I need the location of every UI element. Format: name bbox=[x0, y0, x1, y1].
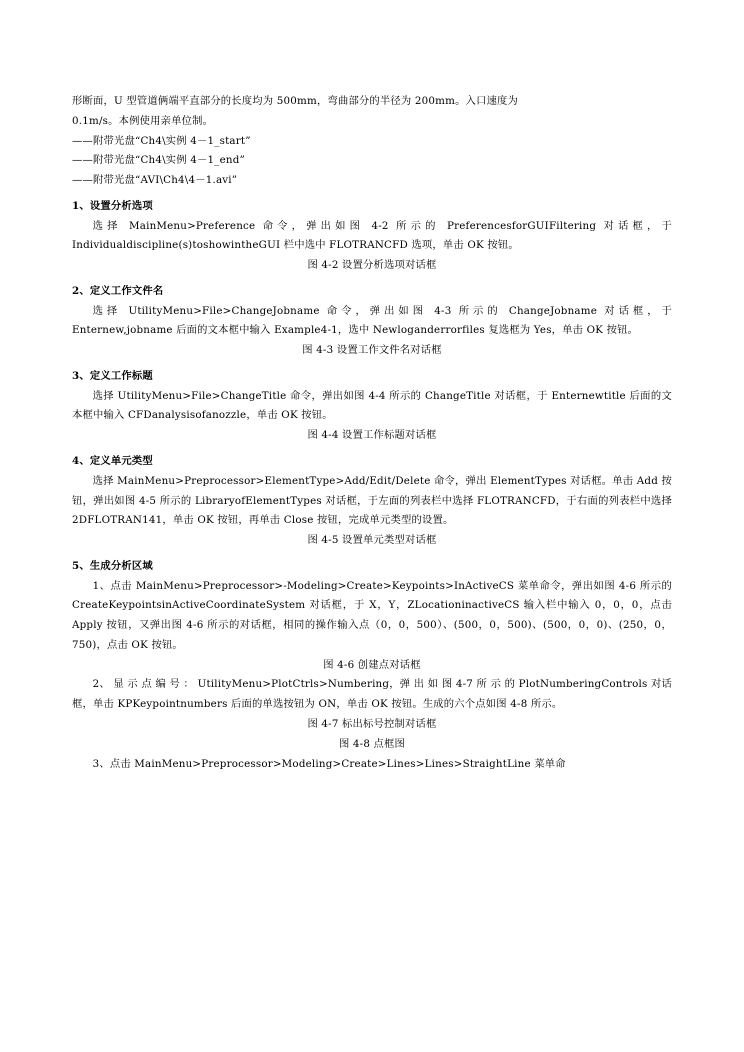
figure-caption-4-6: 图 4-6 创建点对话框 bbox=[323, 658, 421, 671]
intro-line-1: 形断面，U 型管道俩端平直部分的长度均为 500mm，弯曲部分的半径为 200mm。入口速度为 bbox=[72, 95, 519, 107]
section-2-paragraph: 选择 UtilityMenu>File>ChangeJobname 命令，弹出如图 4-3 所示的 ChangeJobname 对话框，于 Enternew,jobname 后面的文本框中输入 Example4-1，选中 Newloganderrorfiles 复选框为 Yes，单击 OK 按钮。 bbox=[72, 304, 672, 337]
figure-caption-4-4: 图 4-4 设置工作标题对话框 bbox=[307, 429, 437, 442]
disc-reference-1: ——附带光盘“Ch4\实例 4－1_start” bbox=[72, 134, 251, 147]
section-3-paragraph: 选择 UtilityMenu>File>ChangeTitle 命令，弹出如图 4-4 所示的 ChangeTitle 对话框，于 Enternewtitle 后面的文本框中输入 CFDanalysisofanozzle，单击 OK 按钮。 bbox=[72, 389, 672, 422]
figure-caption-4-7: 图 4-7 标出标号控制对话框 bbox=[307, 717, 437, 730]
intro-line-2: 0.1m/s。本例使用亲单位制。 bbox=[72, 114, 214, 127]
disc-reference-2: ——附带光盘“Ch4\实例 4－1_end” bbox=[72, 154, 245, 167]
section-heading-2: 2、定义工作文件名 bbox=[72, 284, 164, 297]
figure-caption-4-2: 图 4-2 设置分析选项对话框 bbox=[307, 259, 437, 272]
disc-reference-3: ——附带光盘“AVI\Ch4\4－1.avi” bbox=[72, 174, 238, 187]
section-5-paragraph-2: 2、 显 示 点 编 号 ： UtilityMenu>PlotCtrls>Numbering，弹 出 如 图 4-7 所 示 的 PlotNumberingControls 对话框，单击 KPKeypointnumbers 后面的单选按钮为 ON，单击 OK 按钮。生成的六个点如图 4-8 所示。 bbox=[72, 678, 672, 711]
section-5-last-line: 3、点击 MainMenu>Preprocessor>Modeling>Create>Lines>Lines>StraightLine 菜单命 bbox=[92, 757, 566, 770]
section-heading-5: 5、生成分析区域 bbox=[72, 559, 153, 572]
figure-caption-4-5: 图 4-5 设置单元类型对话框 bbox=[307, 534, 437, 547]
section-5-paragraph-1: 1、点击 MainMenu>Preprocessor>-Modeling>Create>Keypoints>InActiveCS 菜单命令，弹出如图 4-6 所示的 CreateKeypointsinActiveCoordinateSystem 对话框，于 X，Y，ZLocationinactiveCS 输入栏中输入 0，0，0，点击 Apply 按钮，又弹出图 4-6 所示的对话框，相同的操作输入点（0，0，500）、(500，0，500)、(500，0，0)、(250，0，750)，点击 OK 按钮。 bbox=[72, 579, 672, 651]
section-4-paragraph: 选择 MainMenu>Preprocessor>ElementType>Add/Edit/Delete 命令，弹出 ElementTypes 对话框。单击 Add 按钮，弹出如图 4-5 所示的 LibraryofElementTypes 对话框，于左面的列表栏中选择 FLOTRANCFD，于右面的列表栏中选择 2DFLOTRAN141，单击 OK 按钮，再单击 Close 按钮，完成单元类型的设置。 bbox=[72, 474, 672, 527]
section-heading-3: 3、定义工作标题 bbox=[72, 369, 153, 382]
figure-caption-4-3: 图 4-3 设置工作文件名对话框 bbox=[302, 344, 442, 357]
section-heading-4: 4、定义单元类型 bbox=[72, 455, 153, 468]
section-1-paragraph: 选择 MainMenu>Preference 命令，弹出如图 4-2 所示的 PreferencesforGUIFiltering 对话框，于 Individualdiscipline(s)toshowintheGUI 栏中选中 FLOTRANCFD 选项，单击 OK 按钮。 bbox=[72, 219, 672, 252]
figure-caption-4-8: 图 4-8 点框图 bbox=[338, 737, 406, 750]
document-body bbox=[72, 92, 672, 774]
section-heading-1: 1、设置分析选项 bbox=[72, 199, 153, 212]
